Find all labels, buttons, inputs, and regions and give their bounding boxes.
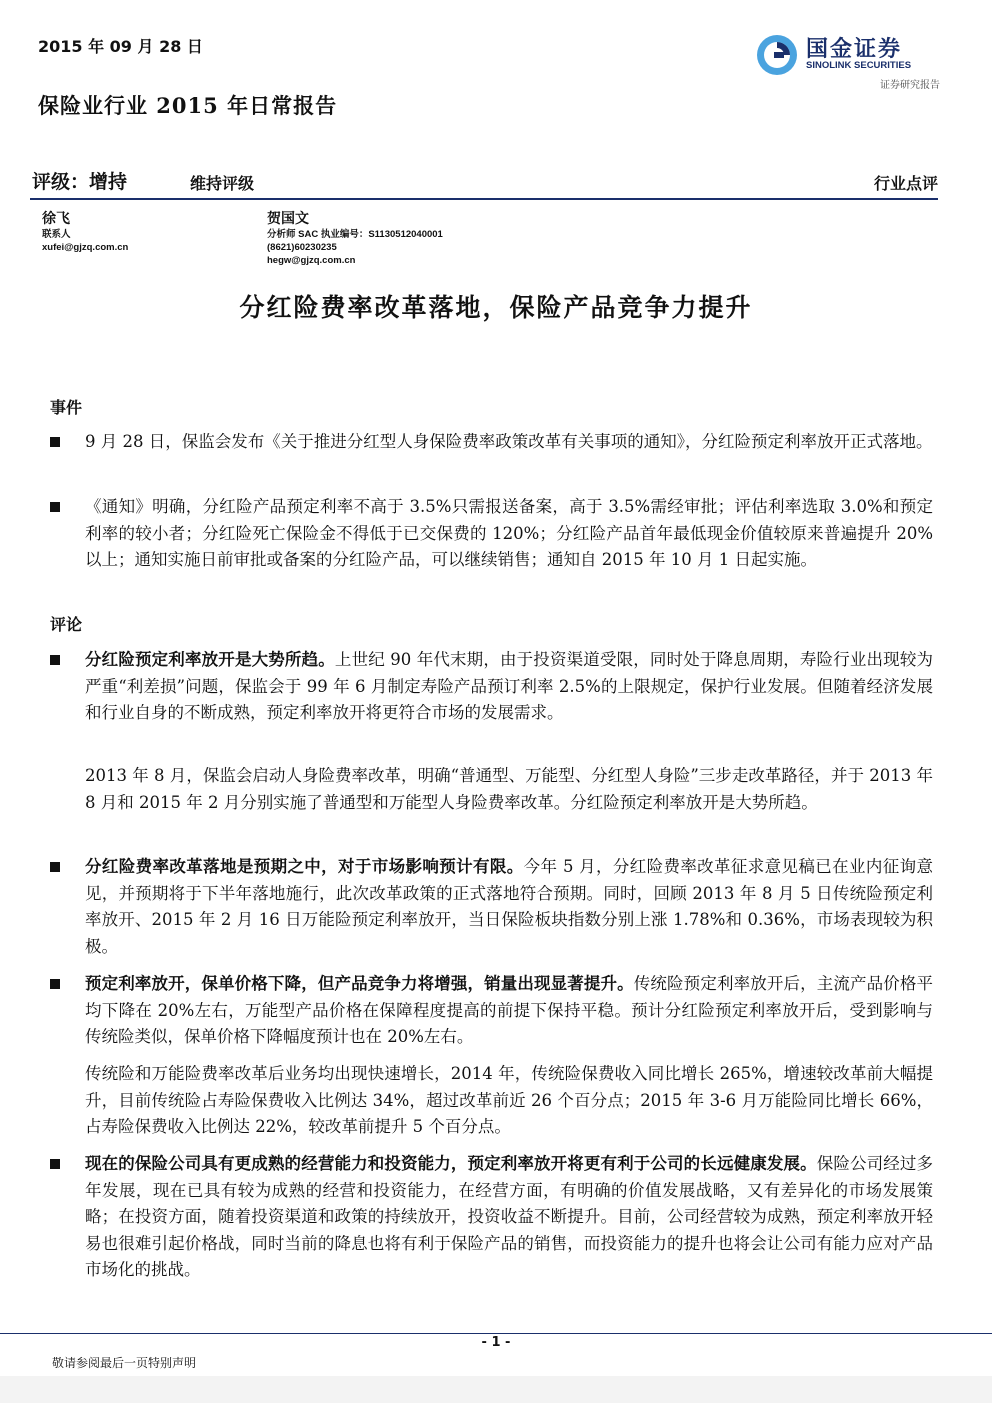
analyst-email[interactable]: xufei@gjzq.com.cn [42,242,129,253]
analyst-name: 贺国文 [267,211,309,227]
paragraph-comment-3b: 传统险和万能险费率改革后业务均出现快速增长，2014 年，传统险保费收入同比增长 265%，增速较改革前大幅提升，目前传统险占寿险保费收入比例达 34%，超过改革前近 26 个百分点；2015 年 3-6 月万能险同比增长 66%，占寿险保费收入比例达 22%，较改革前提升 5 个百分点。 [85,1064,933,1137]
analyst-email[interactable]: hegw@gjzq.com.cn [267,255,356,266]
analyst-name: 徐飞 [42,211,70,227]
paragraph-comment-1b: 2013 年 8 月，保监会启动人身险费率改革，明确“普通型、万能型、分红型人身险”三步走改革路径，并于 2013 年 8 月和 2015 年 2 月分别实施了普通型和万能型人身险费率改革。分红险预定利率放开是大势所趋。 [85,766,933,812]
bullet-icon [50,655,60,665]
bullet-icon [50,979,60,989]
rating-action: 维持评级 [190,174,255,193]
analyst-contact [42,208,128,254]
logo-name-en: SINOLINK SECURITIES [806,60,912,71]
paragraph-body: 传统险预定利率放开后，主流产品价格平均下降在 20%左右，万能型产品价格在保障程度提高的前提下保持平稳。预计分红险预定利率放开后，受到影响与传统险类似，保单价格下降幅度预计也在 20%左右。 [85,974,934,1047]
bullet-icon [50,862,60,872]
report-category: 行业点评 [873,174,938,193]
paragraph-lead: 分红险预定利率放开是大势所趋。 [85,650,335,669]
company-logo [754,30,944,94]
analyst-role: 分析师 SAC 执业编号：S1130512040001 [267,229,443,240]
report-title: 保险业行业 2015 年日常报告 [38,93,338,118]
paragraph-comment-4 [85,1151,933,1284]
headline: 分红险费率改革落地，保险产品竞争力提升 [239,293,753,322]
paragraph-lead: 预定利率放开，保单价格下降，但产品竞争力将增强，销量出现显著提升。 [85,974,634,993]
section-event: 事件 [50,398,83,417]
paragraph-body: 保险公司经过多年发展，现在已具有较为成熟的经营和投资能力，在经营方面，有明确的价值发展战略，又有差异化的市场发展策略；在投资方面，随着投资渠道和政策的持续放开，投资收益不断提升。目前，公司经营较为成熟，预定利率放开轻易也很难引起价格战，同时当前的降息也将有利于保险产品的销售，而投资能力的提升也将会让公司有能力应对产品市场化的挑战。 [85,1154,934,1280]
logo-name-cn: 国金证券 [806,37,903,62]
header-divider [30,198,938,200]
bullet-icon [50,437,60,447]
analyst-main [267,208,443,267]
paragraph-comment-3 [85,971,933,1051]
footer-divider [0,1333,992,1334]
rating: 评级：增持 [32,171,128,193]
paragraph-body: 上世纪 90 年代末期，由于投资渠道受限，同时处于降息周期，寿险行业出现较为严重“利差损”问题，保监会于 99 年 6 月制定寿险产品预订利率 2.5%的上限规定，保护行业发展。但随着经济发展和行业自身的不断成熟，预定利率放开将更符合市场的发展需求。 [85,650,933,723]
paragraph-event-2: 《通知》明确，分红险产品预定利率不高于 3.5%只需报送备案，高于 3.5%需经审批；评估利率选取 3.0%和预定利率的较小者；分红险死亡保险金不得低于已交保费的 120%；分红险产品首年最低现金价值较原来普遍提升 20%以上；通知实施日前审批或备案的分红险产品，可以继续销售；通知自 2015 年 10 月 1 日起实施。 [85,497,933,570]
section-comment: 评论 [50,615,83,634]
analyst-phone: (8621)60230235 [267,242,337,253]
analyst-role: 联系人 [42,229,71,240]
paragraph-comment-1 [85,647,933,727]
report-date: 2015 年 09 月 28 日 [38,37,203,56]
rating-bar [30,165,938,195]
bullet-icon [50,1159,60,1169]
paragraph-comment-2 [85,854,933,960]
bullet-icon [50,502,60,512]
sinolink-logo-icon [754,32,800,78]
page-number: - 1 - [481,1335,511,1350]
footer-band [0,1376,992,1403]
paragraph-lead: 现在的保险公司具有更成熟的经营能力和投资能力，预定利率放开将更有利于公司的长远健康发展。 [85,1154,817,1173]
paragraph-body: 今年 5 月，分红险费率改革征求意见稿已在业内征询意见，并预期将于下半年落地施行，此次改革政策的正式落地符合预期。同时，回顾 2013 年 8 月 5 日传统险预定利率放开、2015 年 2 月 16 日万能险预定利率放开，当日保险板块指数分别上涨 1.78%和 0.36%，市场表现较为积极。 [85,857,933,956]
disclaimer: 敬请参阅最后一页特别声明 [52,1356,197,1370]
paragraph-event-1: 9 月 28 日，保监会发布《关于推进分红型人身保险费率政策改革有关事项的通知》，分红险预定利率放开正式落地。 [85,432,933,451]
logo-subtitle: 证券研究报告 [880,80,940,91]
paragraph-lead: 分红险费率改革落地是预期之中，对于市场影响预计有限。 [85,857,524,876]
